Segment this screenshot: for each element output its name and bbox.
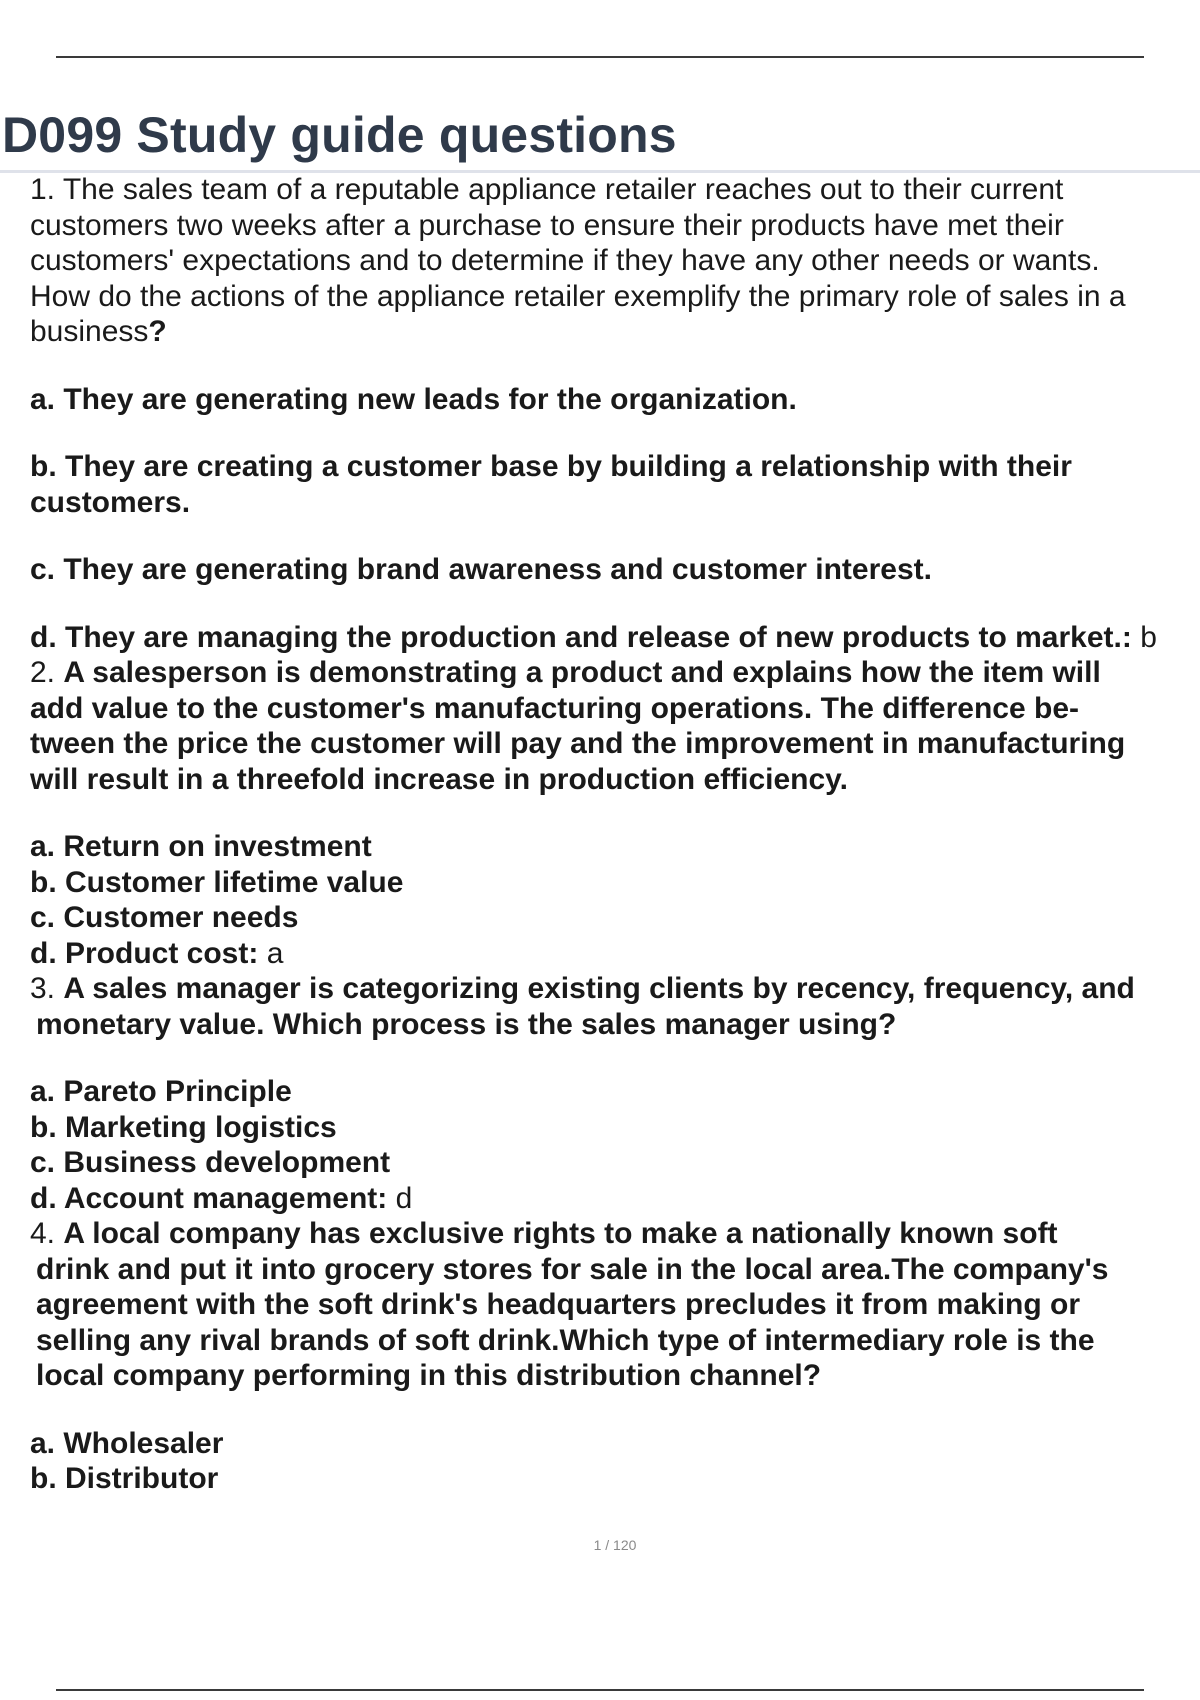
- option-d: [30, 1181, 1198, 1217]
- question-number: 3.: [30, 972, 56, 1005]
- spacer: [30, 797, 1198, 829]
- header-rule: [56, 56, 1144, 58]
- option-c: c. Customer needs: [30, 901, 299, 934]
- question-3-stem: [30, 971, 1198, 1042]
- stem-line: monetary value. Which process is the sales manager using?: [36, 1007, 897, 1041]
- question-2-stem: [30, 655, 1198, 797]
- stem-line: A local company has exclusive rights to make a nationally known soft: [63, 1217, 1058, 1250]
- stem-line: drink and put it into grocery stores for sale in the local area.The company's: [36, 1252, 1109, 1286]
- question-4-stem: [30, 1216, 1198, 1394]
- stem-line: How do the actions of the appliance retailer exemplify the primary role of sales in a: [30, 279, 1126, 313]
- question-3: [30, 971, 1198, 1216]
- footer-rule: [56, 1689, 1144, 1691]
- stem-line: business: [30, 315, 149, 348]
- stem-line: customers' expectations and to determine if they have any other needs or wants.: [30, 244, 1100, 277]
- answer-key: a: [266, 936, 284, 970]
- stem-line: will result in a threefold increase in production efficiency.: [30, 762, 848, 796]
- option-a: a. They are generating new leads for the organization.: [30, 382, 797, 416]
- option-text: d. Product cost:: [30, 936, 259, 970]
- option-a: a. Wholesaler: [30, 1426, 224, 1460]
- stem-line: local company performing in this distribution channel?: [36, 1359, 822, 1392]
- spacer: [30, 350, 1198, 382]
- answer-key: d: [395, 1181, 413, 1215]
- page-title: D099 Study guide questions: [2, 107, 677, 163]
- question-1: [30, 172, 1198, 655]
- question-number: 1.: [30, 173, 56, 206]
- stem-line: add value to the customer's manufacturing operations. The difference be-: [30, 691, 1079, 725]
- stem-line: agreement with the soft drink's headquarters precludes it from making or: [36, 1288, 1081, 1321]
- spacer: [30, 588, 1198, 620]
- option-b: [30, 449, 1198, 520]
- option-a: a. Return on investment: [30, 830, 372, 863]
- question-list: [30, 172, 1198, 1497]
- spacer: [30, 1042, 1198, 1074]
- option-line: b. They are creating a customer base by building a relationship with their: [30, 450, 1072, 483]
- answer-key: b: [1140, 620, 1157, 654]
- option-b: b. Distributor: [30, 1462, 219, 1495]
- option-d: [30, 936, 1198, 972]
- option-line: customers.: [30, 485, 191, 519]
- option-a: a. Pareto Principle: [30, 1075, 292, 1108]
- stem-line: A sales manager is categorizing existing clients by recency, frequency, and: [63, 972, 1135, 1005]
- spacer: [30, 417, 1198, 449]
- question-2: [30, 655, 1198, 971]
- option-c: c. Business development: [30, 1146, 391, 1179]
- option-b: b. Customer lifetime value: [30, 865, 404, 899]
- stem-line: The sales team of a reputable appliance retailer reaches out to their current: [62, 173, 1064, 206]
- stem-line: selling any rival brands of soft drink.Which type of intermediary role is the: [36, 1323, 1095, 1357]
- option-c: c. They are generating brand awareness and customer interest.: [30, 553, 932, 586]
- stem-line: customers two weeks after a purchase to ensure their products have met their: [30, 208, 1064, 242]
- option-text: d. They are managing the production and release of new products to market.:: [30, 620, 1132, 654]
- option-text: d. Account management:: [30, 1181, 388, 1215]
- question-number: 2.: [30, 656, 56, 689]
- option-d: [30, 620, 1198, 656]
- stem-line: A salesperson is demonstrating a product and explains how the item will: [63, 656, 1101, 689]
- question-mark: ?: [148, 315, 167, 348]
- stem-line: tween the price the customer will pay and the improvement in manufacturing: [30, 727, 1126, 760]
- question-4: [30, 1216, 1198, 1497]
- page-indicator: 1 / 120: [593, 1537, 637, 1553]
- spacer: [30, 1394, 1198, 1426]
- question-number: 4.: [30, 1217, 56, 1250]
- spacer: [30, 520, 1198, 552]
- question-1-stem: [30, 172, 1198, 350]
- option-b: b. Marketing logistics: [30, 1110, 337, 1144]
